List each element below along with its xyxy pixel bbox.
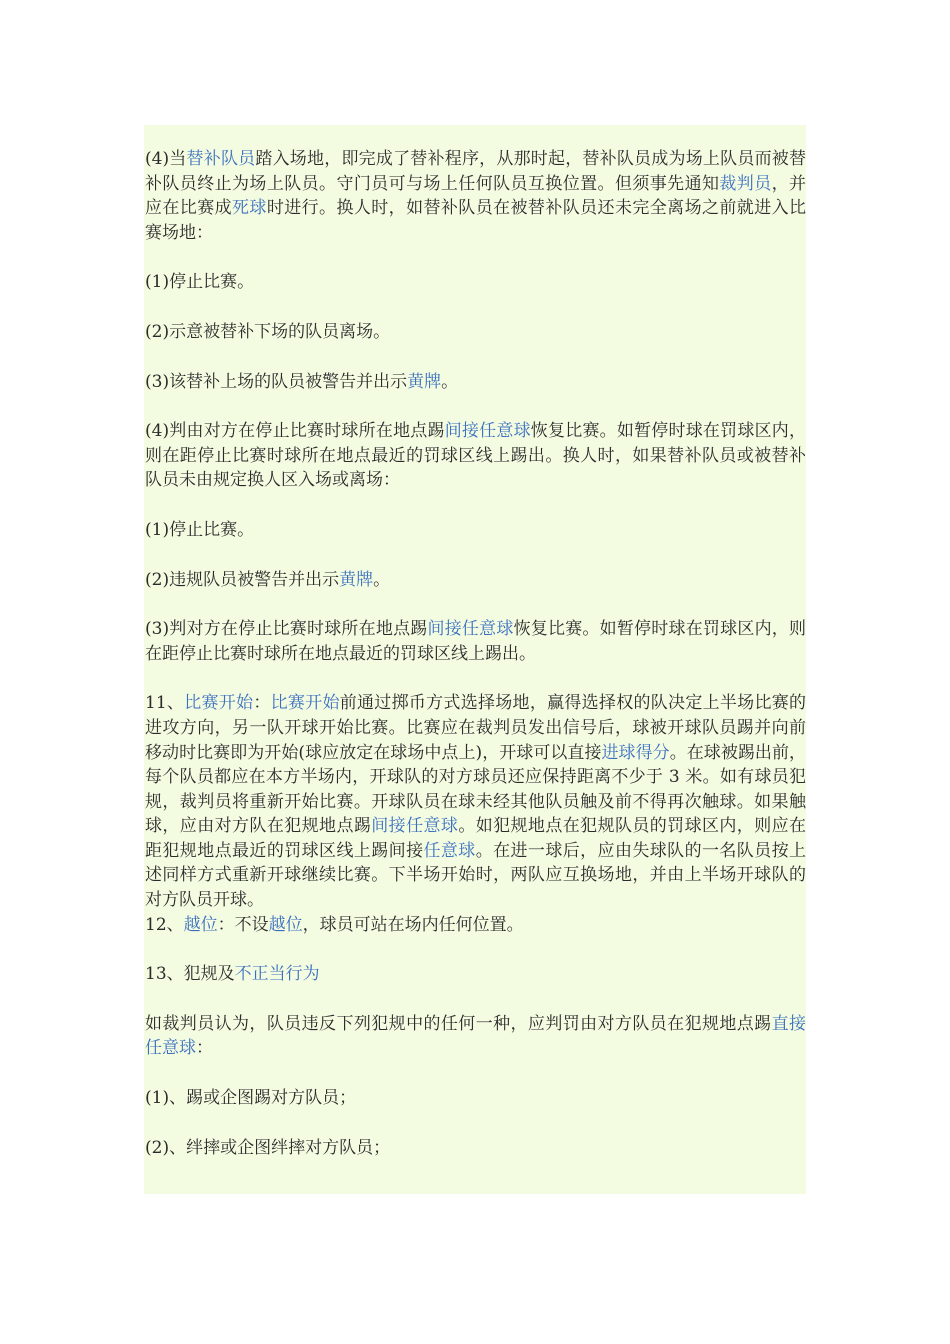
paragraph-text: 11、 [145,693,185,714]
term-link[interactable]: 黄牌 [407,371,442,392]
paragraph-text: (2)示意被替补下场的队员离场。 [145,321,391,342]
paragraph [145,962,806,987]
paragraph [145,913,806,938]
paragraph [145,1012,806,1061]
paragraph-text: 恢复比赛。如暂停时球在罚球区内，则在距停止比赛时球所在地点最近的罚球区线上踢出。 [145,619,806,664]
paragraph-text: 。 [441,371,459,392]
paragraph [145,691,806,912]
paragraph-text: (2)、绊摔或企图绊摔对方队员； [145,1137,391,1158]
term-link[interactable]: 进球得分 [601,742,670,763]
paragraph [145,419,806,493]
paragraph-text: 如裁判员认为，队员违反下列犯规中的任何一种，应判罚由对方队员在犯规地点踢 [145,1013,772,1034]
term-link[interactable]: 比赛开始 [270,693,340,714]
paragraph-text: 12、 [145,914,184,935]
paragraph-text: (1)、踢或企图踢对方队员； [145,1088,357,1109]
paragraph-text: ，球员可站在场内任何位置。 [302,914,524,935]
term-link[interactable]: 间接任意球 [371,816,459,837]
paragraph [145,370,806,395]
term-link[interactable]: 不正当行为 [234,964,320,985]
term-link[interactable]: 越位 [268,914,303,935]
term-link[interactable]: 直接任意球 [145,1013,806,1059]
paragraph-text: (3)该替补上场的队员被警告并出示 [145,371,408,392]
term-link[interactable]: 任意球 [423,840,476,861]
term-link[interactable]: 死球 [232,198,267,219]
term-link[interactable]: 替补队员 [186,149,256,169]
paragraph-text: 13、犯规及 [145,964,235,985]
paragraph-text: 前通过掷币方式选择场地，赢得选择权的队决定上半场比赛的进攻方向，另一队开球开始比赛。比赛应在裁判员发出信号后，球被开球队员踢并向前移动时比赛即为开始(球应放定在球场中点上)，开球可以直接 [145,693,807,763]
paragraph-text: 。在球被踢出前，每个队员都应在本方半场内，开球队的对方球员还应保持距离不少于 3 米。如有球员犯规，裁判员将重新开始比赛。开球队员在球未经其他队员触及前不得再次触球。如果触球，应由对方队在犯规地点踢 [145,742,807,837]
paragraph [145,270,806,295]
paragraph [145,147,806,245]
paragraph-text: 踏入场地，即完成了替补程序，从那时起，替补队员成为场上队员而被替补队员终止为场上队员。守门员可与场上任何队员互换位置。但须事先通知 [145,149,806,194]
term-link[interactable]: 黄牌 [339,569,374,590]
paragraph-text: (3)判对方在停止比赛时球所在地点踢 [145,619,428,640]
paragraph-text: (4)判由对方在停止比赛时球所在地点踢 [145,421,445,442]
paragraph [145,568,806,593]
paragraph-text: 时进行。换人时，如替补队员在被替补队员还未完全离场之前就进入比赛场地： [145,198,807,243]
paragraph-text: ： [253,693,271,714]
paragraph-text: (2)违规队员被警告并出示 [145,569,340,590]
paragraph [145,320,806,345]
paragraph-text: (4)当 [145,149,187,169]
term-link[interactable]: 比赛开始 [184,693,254,714]
paragraph [145,1136,806,1161]
paragraph [145,617,806,666]
paragraph-text: ，并应在比赛成 [145,173,807,219]
paragraph-text: (1)停止比赛。 [145,272,255,293]
paragraph-text: ：不设 [217,914,269,935]
paragraph-text: 。如犯规地点在犯规队员的罚球区内，则应在距犯规地点最近的罚球区线上踢间接 [145,816,807,861]
paragraph [145,1086,806,1111]
paragraph-text: 。在进一球后，应由失球队的一名队员按上述同样方式重新开球继续比赛。下半场开始时，两队应互换场地，并由上半场开球队的对方队员开球。 [145,840,807,911]
paragraph-text: 恢复比赛。如暂停时球在罚球区内，则在距停止比赛时球所在地点最近的罚球区线上踢出。换人时，如果替补队员或被替补队员未由规定换人区入场或离场： [145,421,807,491]
term-link[interactable]: 间接任意球 [427,619,514,640]
paragraph [145,518,806,543]
paragraph-text: (1)停止比赛。 [145,519,255,540]
term-link[interactable]: 间接任意球 [444,421,531,442]
term-link[interactable]: 越位 [183,914,218,935]
document-content [144,125,806,1194]
term-link[interactable]: 裁判员 [719,173,772,194]
paragraph-text: ： [196,1038,213,1059]
paragraph-text: 。 [373,569,391,590]
